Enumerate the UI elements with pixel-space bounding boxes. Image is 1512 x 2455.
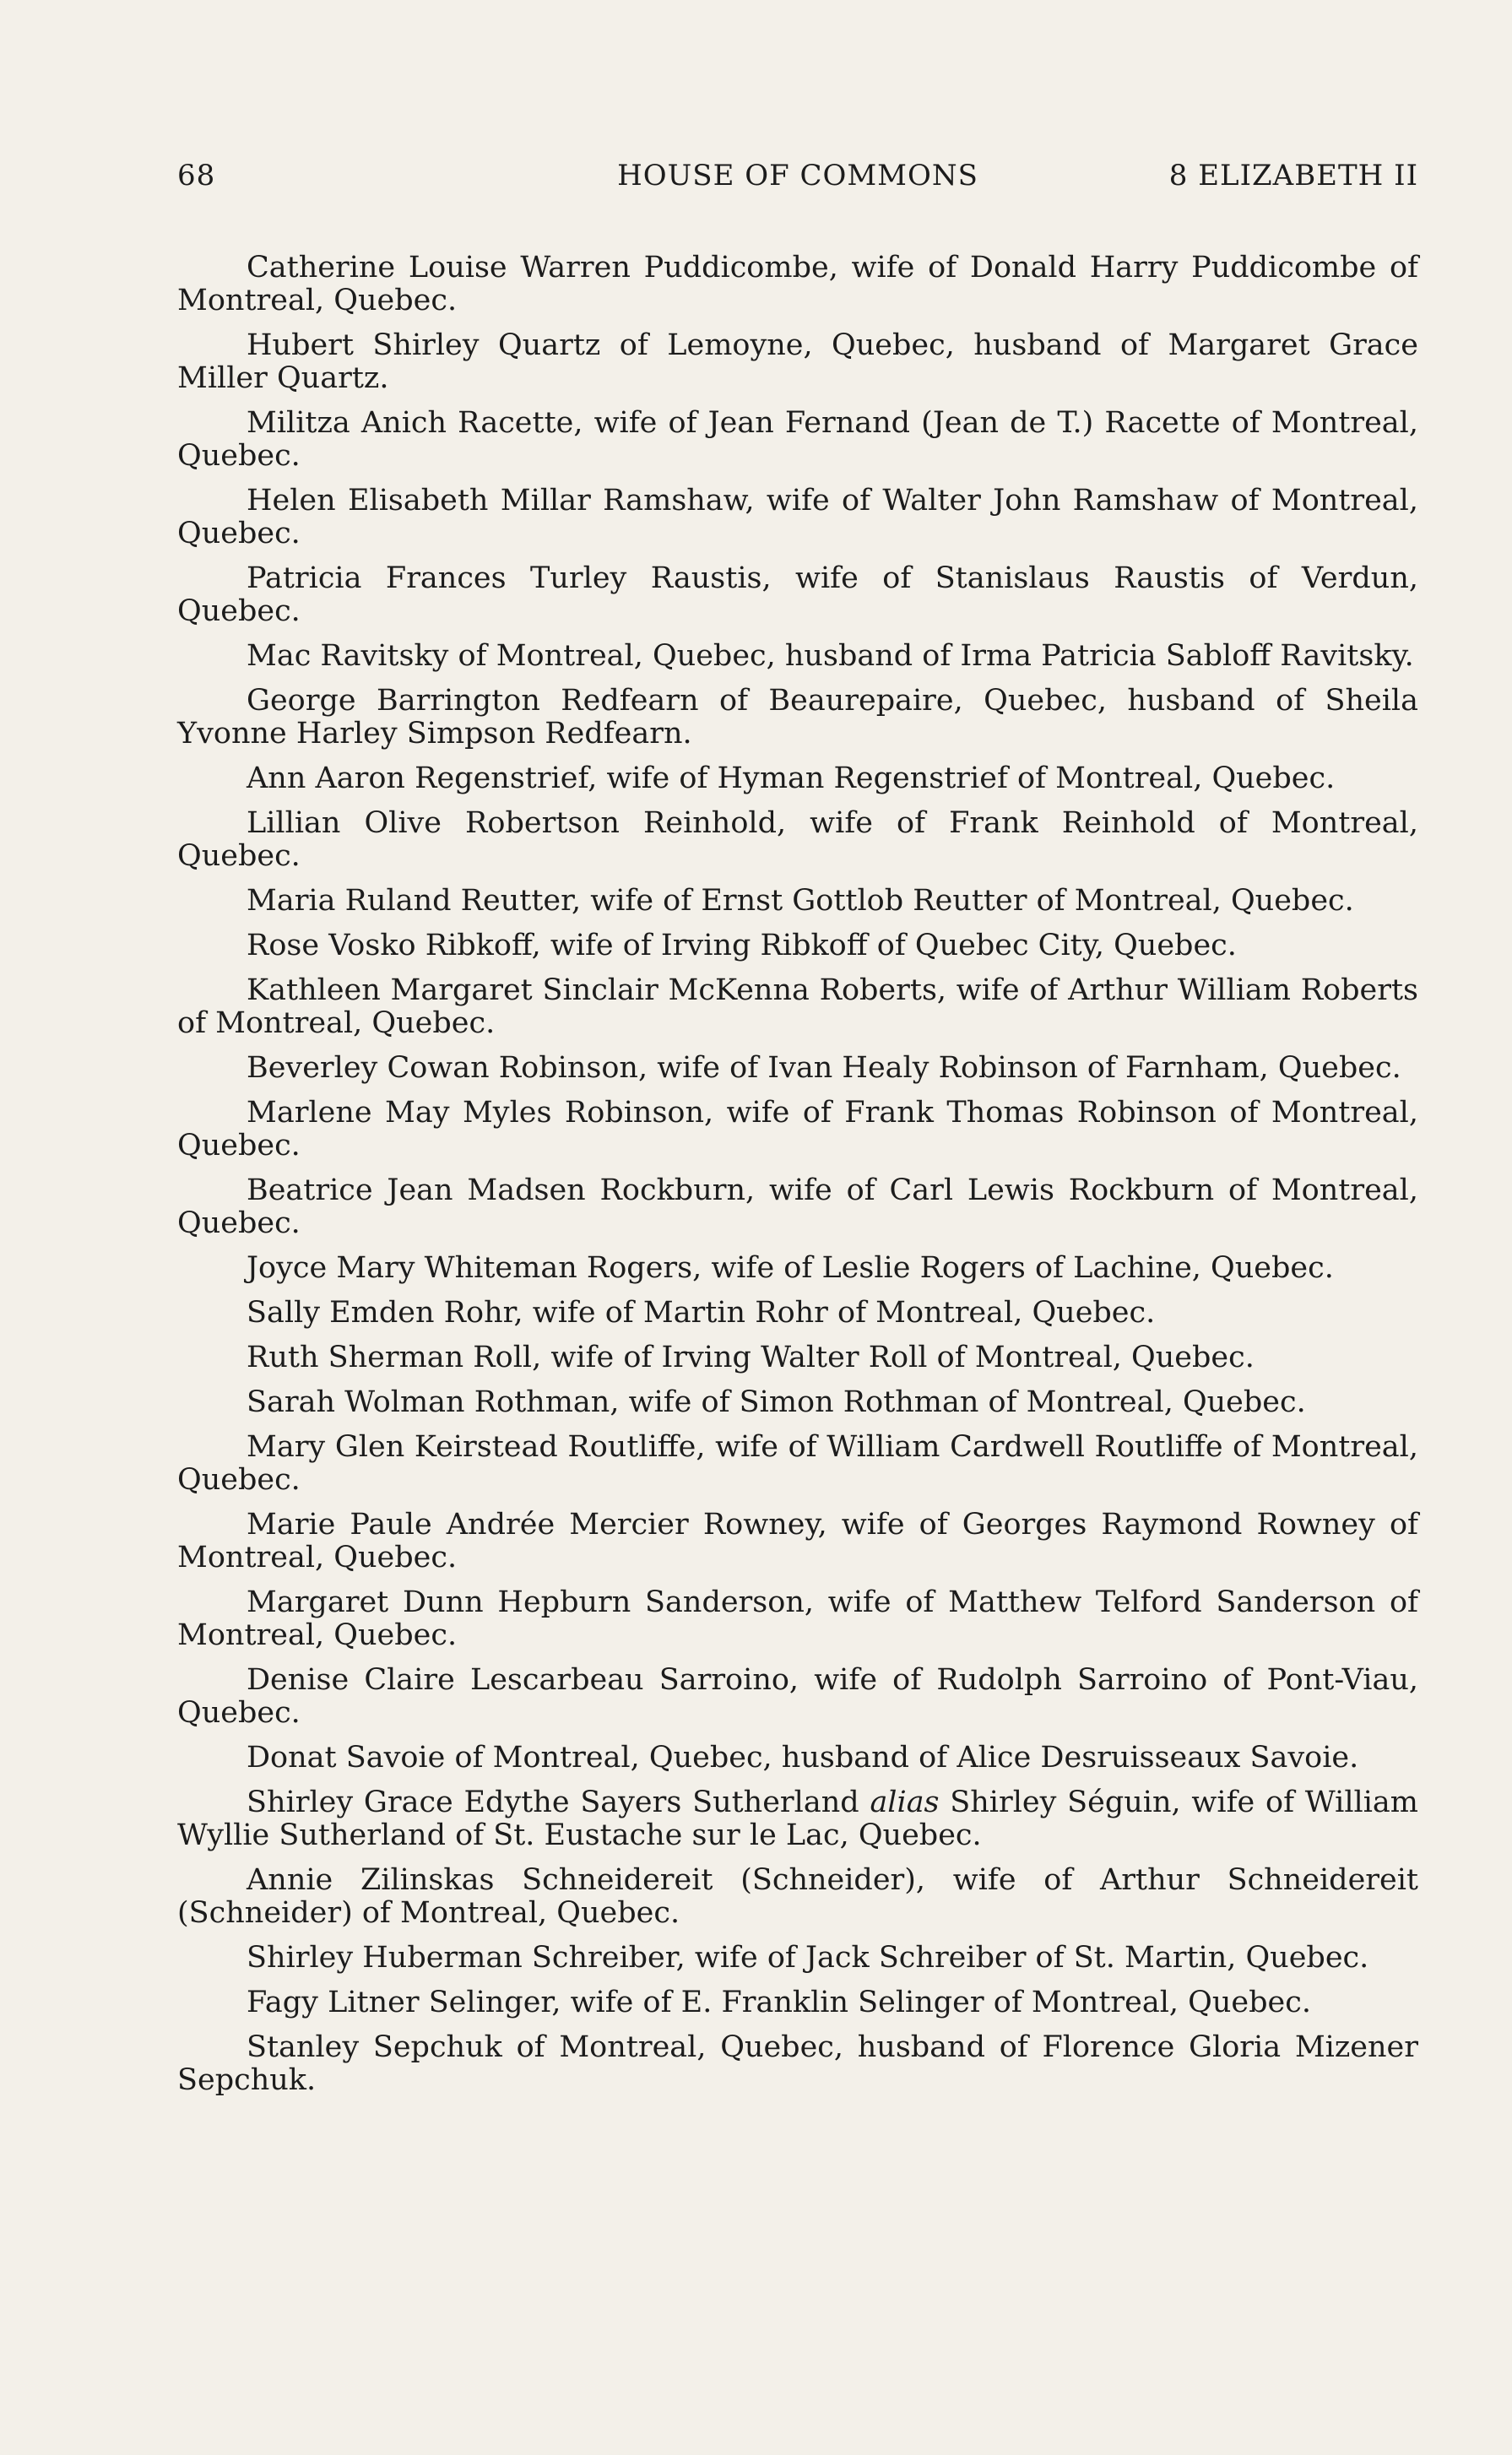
list-item: Kathleen Margaret Sinclair McKenna Roberts, wife of Arthur William Roberts of Montreal, Quebec. (177, 973, 1418, 1040)
list-item: Mac Ravitsky of Montreal, Quebec, husband of Irma Patricia Sabloff Ravitsky. (247, 639, 1414, 673)
list-item: Militza Anich Racette, wife of Jean Fernand (Jean de T.) Racette of Montreal, Quebec. (177, 406, 1418, 473)
list-item: Sarah Wolman Rothman, wife of Simon Rothman of Montreal, Quebec. (247, 1385, 1306, 1419)
list-item: Maria Ruland Reutter, wife of Ernst Gottlob Reutter of Montreal, Quebec. (247, 884, 1354, 918)
alias-term: alias (870, 1786, 940, 1819)
list-item: Stanley Sepchuk of Montreal, Quebec, husband of Florence Gloria Mizener Sepchuk. (177, 2030, 1418, 2097)
list-item (177, 1786, 1418, 1852)
list-item: Marie Paule Andrée Mercier Rowney, wife of Georges Raymond Rowney of Montreal, Quebec. (177, 1508, 1418, 1574)
page-number: 68 (177, 159, 216, 192)
entry-text-after: Shirley Séguin, wife of William Wyllie Sutherland of St. Eustache sur le Lac, Quebec. (177, 1786, 1418, 1852)
list-item: Patricia Frances Turley Raustis, wife of Stanislaus Raustis of Verdun, Quebec. (177, 561, 1418, 628)
list-item: George Barrington Redfearn of Beaurepaire, Quebec, husband of Sheila Yvonne Harley Simpson Redfearn. (177, 684, 1418, 751)
list-item: Shirley Huberman Schreiber, wife of Jack Schreiber of St. Martin, Quebec. (247, 1941, 1369, 1975)
list-item: Mary Glen Keirstead Routliffe, wife of William Cardwell Routliffe of Montreal, Quebec. (177, 1430, 1418, 1497)
list-item: Sally Emden Rohr, wife of Martin Rohr of Montreal, Quebec. (247, 1296, 1156, 1330)
page-header (177, 159, 1418, 201)
page-title: HOUSE OF COMMONS (617, 159, 978, 192)
list-item: Catherine Louise Warren Puddicombe, wife of Donald Harry Puddicombe of Montreal, Quebec. (177, 251, 1418, 317)
list-item: Ruth Sherman Roll, wife of Irving Walter Roll of Montreal, Quebec. (247, 1341, 1255, 1374)
list-item: Helen Elisabeth Millar Ramshaw, wife of Walter John Ramshaw of Montreal, Quebec. (177, 484, 1418, 550)
list-item: Fagy Litner Selinger, wife of E. Franklin Selinger of Montreal, Quebec. (247, 1986, 1311, 2019)
list-item: Rose Vosko Ribkoff, wife of Irving Ribkoff of Quebec City, Quebec. (247, 929, 1237, 962)
list-item: Margaret Dunn Hepburn Sanderson, wife of Matthew Telford Sanderson of Montreal, Quebec. (177, 1585, 1418, 1652)
list-item: Marlene May Myles Robinson, wife of Frank Thomas Robinson of Montreal, Quebec. (177, 1096, 1418, 1162)
list-item: Ann Aaron Regenstrief, wife of Hyman Regenstrief of Montreal, Quebec. (247, 761, 1336, 795)
list-item: Lillian Olive Robertson Reinhold, wife of Frank Reinhold of Montreal, Quebec. (177, 806, 1418, 873)
regnal-year: 8 ELIZABETH II (1168, 159, 1418, 192)
entry-text-before: Shirley Grace Edythe Sayers Sutherland (247, 1786, 870, 1819)
list-item: Annie Zilinskas Schneidereit (Schneider), wife of Arthur Schneidereit (Schneider) of Montreal, Quebec. (177, 1863, 1418, 1930)
list-item: Donat Savoie of Montreal, Quebec, husband of Alice Desruisseaux Savoie. (247, 1741, 1359, 1775)
list-item: Joyce Mary Whiteman Rogers, wife of Leslie Rogers of Lachine, Quebec. (247, 1251, 1334, 1285)
list-item: Denise Claire Lescarbeau Sarroino, wife of Rudolph Sarroino of Pont-Viau, Quebec. (177, 1663, 1418, 1730)
entry-list (177, 252, 1418, 2109)
list-item: Beverley Cowan Robinson, wife of Ivan Healy Robinson of Farnham, Quebec. (247, 1051, 1401, 1085)
list-item: Hubert Shirley Quartz of Lemoyne, Quebec, husband of Margaret Grace Miller Quartz. (177, 328, 1418, 395)
list-item: Beatrice Jean Madsen Rockburn, wife of Carl Lewis Rockburn of Montreal, Quebec. (177, 1173, 1418, 1240)
